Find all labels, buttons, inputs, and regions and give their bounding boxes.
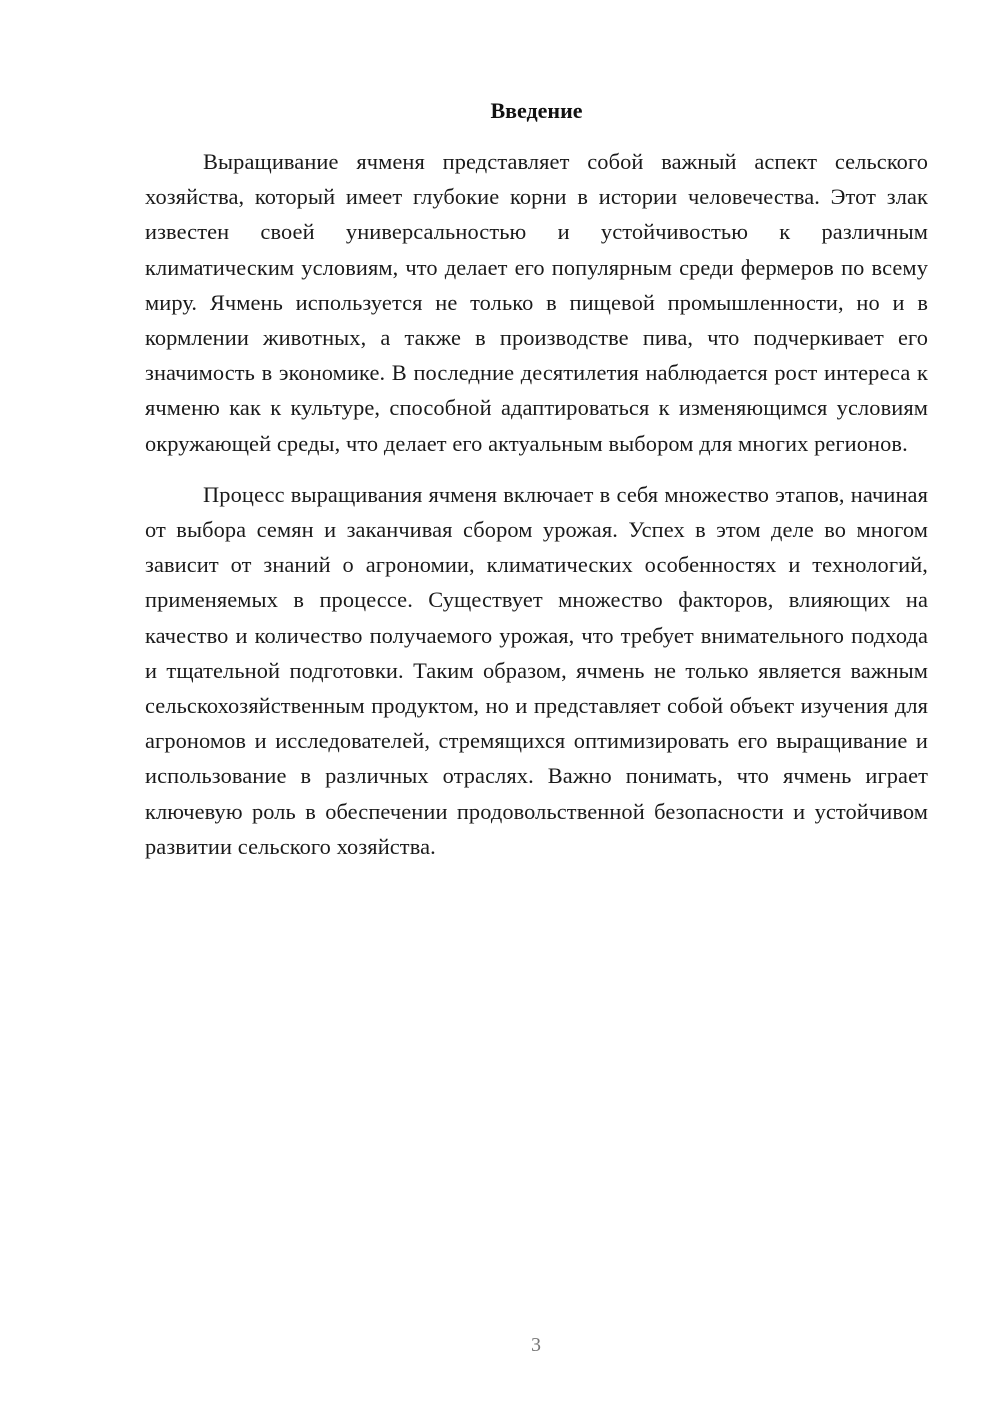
section-heading: Введение	[490, 98, 583, 123]
page-body	[145, 96, 928, 864]
body-paragraph-1: Выращивание ячменя представляет собой важный аспект сельского хозяйства, который имеет глубокие корни в истории человечества. Этот злак известен своей универсальностью и устойчивостью к различным климатическим условиям, что делает его популярным среди фермеров по всему миру. Ячмень используется не только в пищевой промышленности, но и в кормлении животных, а также в производстве пива, что подчеркивает его значимость в экономике. В последние десятилетия наблюдается рост интереса к ячменю как к культуре, способной адаптироваться к изменяющимся условиям окружающей среды, что делает его актуальным выбором для многих регионов.	[145, 149, 928, 456]
page-number: 3	[531, 1334, 541, 1356]
body-paragraph-2: Процесс выращивания ячменя включает в себя множество этапов, начиная от выбора семян и заканчивая сбором урожая. Успех в этом деле во многом зависит от знаний о агрономии, климатических особенностях и технологий, применяемых в процессе. Существует множество факторов, влияющих на качество и количество получаемого урожая, что требует внимательного подхода и тщательной подготовки. Таким образом, ячмень не только является важным сельскохозяйственным продуктом, но и представляет собой объект изучения для агрономов и исследователей, стремящихся оптимизировать его выращивание и использование в различных отраслях. Важно понимать, что ячмень играет ключевую роль в обеспечении продовольственной безопасности и устойчивом развитии сельского хозяйства.	[145, 481, 928, 859]
